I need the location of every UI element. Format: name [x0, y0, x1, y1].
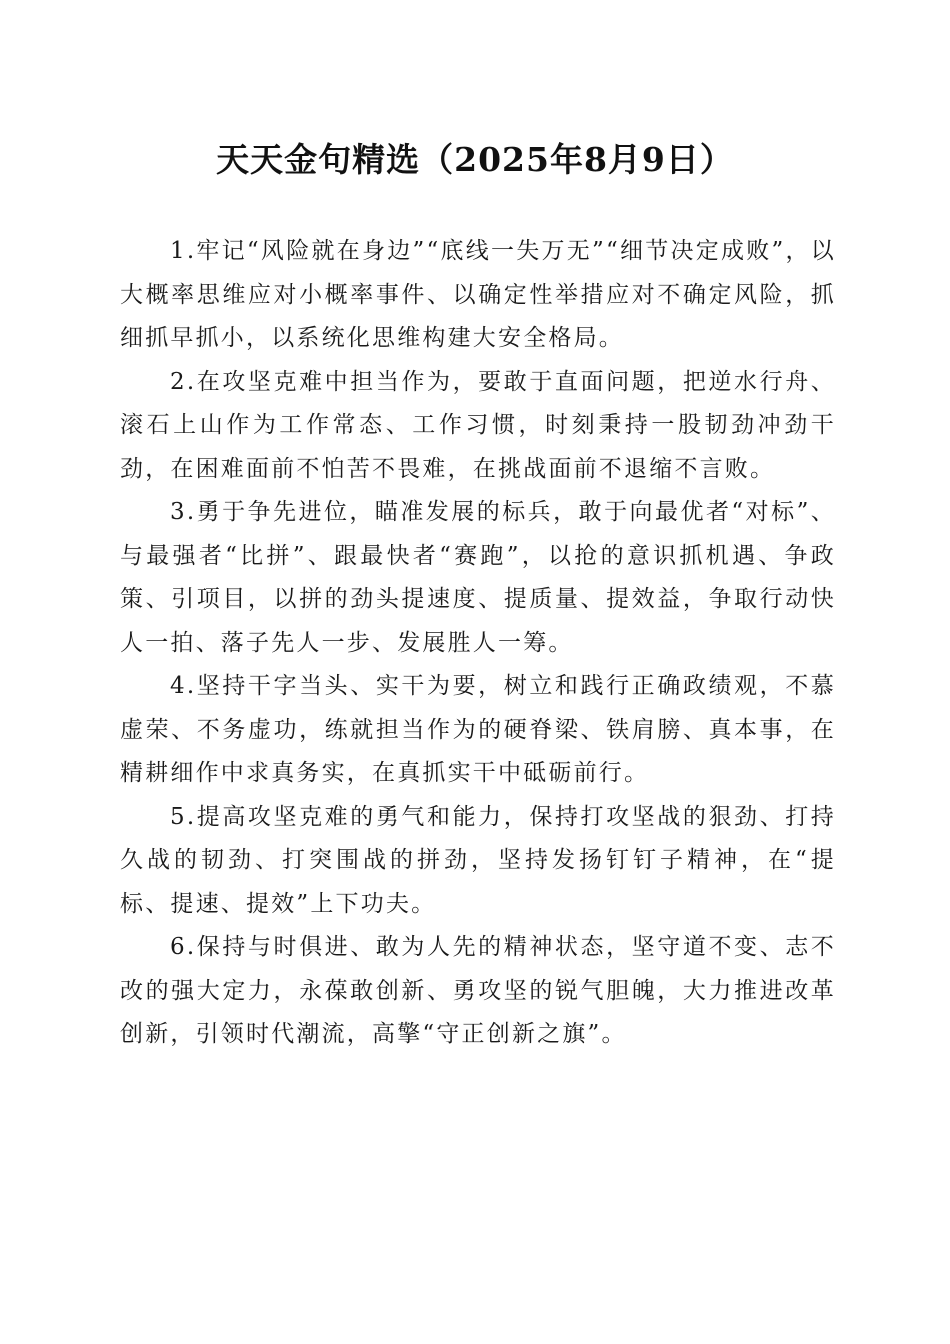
paragraph-6: 6.保持与时俱进、敢为人先的精神状态，坚守道不变、志不改的强大定力，永葆敢创新、勇攻坚的锐气胆魄，大力推进改革创新，引领时代潮流，高擎“守正创新之旗”。 [120, 934, 836, 1047]
document-title: 天天金句精选（2025年8月9日） [216, 140, 734, 179]
paragraph-3: 3.勇于争先进位，瞄准发展的标兵，敢于向最优者“对标”、与最强者“比拼”、跟最快者“赛跑”，以抢的意识抓机遇、争政策、引项目，以拼的劲头提速度、提质量、提效益，争取行动快人一拍、落子先人一步、发展胜人一筹。 [120, 499, 836, 656]
paragraph-1: 1.牢记“风险就在身边”“底线一失万无”“细节决定成败”，以大概率思维应对小概率事件、以确定性举措应对不确定风险，抓细抓早抓小，以系统化思维构建大安全格局。 [120, 238, 836, 351]
paragraph-4: 4.坚持干字当头、实干为要，树立和践行正确政绩观，不慕虚荣、不务虚功，练就担当作为的硬脊梁、铁肩膀、真本事，在精耕细作中求真务实，在真抓实干中砥砺前行。 [120, 673, 836, 786]
paragraph-2: 2.在攻坚克难中担当作为，要敢于直面问题，把逆水行舟、滚石上山作为工作常态、工作习惯，时刻秉持一股韧劲冲劲干劲，在困难面前不怕苦不畏难，在挑战面前不退缩不言败。 [120, 368, 836, 482]
paragraph-5: 5.提高攻坚克难的勇气和能力，保持打攻坚战的狠劲、打持久战的韧劲、打突围战的拼劲，坚持发扬钉钉子精神，在“提标、提速、提效”上下功夫。 [120, 803, 836, 917]
document-body [120, 230, 836, 1057]
